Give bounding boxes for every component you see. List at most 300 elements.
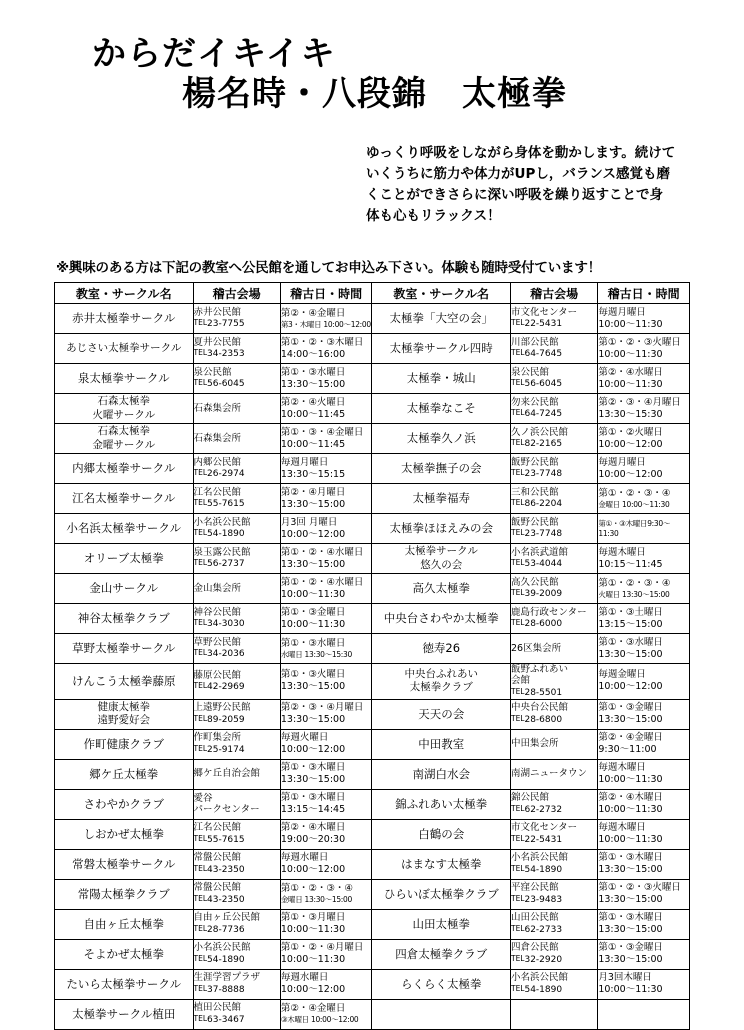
schedule-time-right: 10:00～12:00 — [598, 468, 663, 480]
venue-left — [193, 759, 280, 789]
venue-name-right: 飯野公民館 — [510, 516, 559, 528]
schedule-left — [280, 454, 372, 484]
tel-label-icon: TEL — [510, 468, 525, 478]
class-name-left: 健康太極拳 遠野愛好会 — [55, 699, 194, 729]
tel-label-icon: TEL — [193, 713, 207, 723]
schedule-time-left: 13:30～15:00 — [280, 558, 346, 570]
tel-label-icon: TEL — [510, 618, 525, 628]
venue-left — [193, 664, 280, 700]
venue-right — [510, 454, 597, 484]
class-name-right: 太極拳福寿 — [372, 484, 511, 514]
class-name-left: さわやかクラブ — [55, 789, 194, 819]
tel-label-icon: TEL — [510, 863, 525, 873]
venue-phone-left: TEL37-8888 — [193, 983, 245, 995]
class-name-right: らくらく太極拳 — [372, 969, 511, 999]
column-header-name-right: 教室・サークル名 — [372, 283, 511, 304]
class-name-right: ひらいぼ太極拳クラブ — [372, 879, 511, 909]
schedule-days-right: 第②・④金曜日 — [598, 732, 663, 744]
schedule-days-left: 月3回 月曜日 — [280, 516, 338, 528]
tel-label-icon: TEL — [510, 893, 525, 903]
schedule-time-left: 14:00～16:00 — [280, 348, 346, 360]
venue-name-left: 泉公民館 — [193, 366, 232, 378]
schedule-days-right: 第②・④水曜日 — [598, 366, 663, 378]
schedule-right — [598, 364, 690, 394]
tel-label-icon: TEL — [193, 318, 207, 328]
venue-phone-left: TEL26-2974 — [193, 468, 245, 480]
schedule-note-left: 金曜日 13:30～15:00 — [280, 895, 352, 905]
schedule-days-right: 第①・②火曜日 — [598, 426, 663, 438]
venue-name-left: 小名浜公民館 — [193, 516, 251, 528]
venue-name-left: 植田公民館 — [193, 1002, 242, 1014]
schedule-time-right: 10:00～11:30 — [598, 348, 663, 360]
class-name-left: あじさい太極拳サークル — [55, 334, 194, 364]
venue-name-left: 自由ヶ丘公民館 — [193, 912, 261, 924]
schedule-right — [598, 514, 690, 544]
class-name-left: 泉太極拳サークル — [55, 364, 194, 394]
venue-name-left: 郷ケ丘自治会館 — [193, 768, 261, 780]
schedule-left — [280, 969, 372, 999]
table-row — [55, 634, 690, 664]
schedule-time-right: 9:30～11:00 — [598, 744, 657, 756]
schedule-days-right: 毎週月曜日 — [598, 306, 646, 318]
venue-name-right: 川部公民館 — [510, 336, 559, 348]
schedule-time-right: 10:00～11:30 — [598, 834, 663, 846]
tel-label-icon: TEL — [510, 558, 525, 568]
schedule-left — [280, 394, 372, 424]
venue-right — [510, 364, 597, 394]
schedule-right — [598, 424, 690, 454]
venue-name-left: 泉玉露公民館 — [193, 546, 251, 558]
venue-name-right: 南湖ニュータウン — [510, 768, 587, 780]
class-name-right — [372, 999, 511, 1029]
venue-right — [510, 484, 597, 514]
schedule-left — [280, 699, 372, 729]
venue-name-right: 小名浜公民館 — [510, 972, 568, 984]
schedule-left — [280, 604, 372, 634]
schedule-time-right: 13:30～15:30 — [598, 408, 663, 420]
venue-right — [510, 759, 597, 789]
class-name-right: 白鶴の会 — [372, 819, 511, 849]
venue-name-right: 久ノ浜公民館 — [510, 426, 568, 438]
schedule-note-right: 金曜日 10:00～11:30 — [598, 499, 670, 509]
schedule-left — [280, 759, 372, 789]
venue-phone-right: TEL62-2732 — [510, 803, 563, 815]
schedule-time-left: 10:00～12:00 — [280, 864, 346, 876]
schedule-days-right: 第①・③水曜日 — [598, 636, 663, 648]
class-name-left: そよかぜ太極拳 — [55, 939, 194, 969]
venue-phone-left: TEL55-7615 — [193, 498, 245, 510]
schedule-time-left: 13:30～15:00 — [280, 774, 346, 786]
venue-name-left: 赤井公民館 — [193, 306, 242, 318]
class-name-right: 南湖白水会 — [372, 759, 511, 789]
class-name-left: 金山サークル — [55, 574, 194, 604]
schedule-left — [280, 999, 372, 1029]
venue-phone-left: TEL25-9174 — [193, 743, 245, 755]
schedule-days-left: 第①・②・④水曜日 — [280, 546, 364, 558]
schedule-days-right: 第①・③金曜日 — [598, 942, 663, 954]
venue-phone-left: TEL43-2350 — [193, 893, 245, 905]
class-name-left: たいら太極拳サークル — [55, 969, 194, 999]
venue-name-right: 飯野公民館 — [510, 456, 559, 468]
schedule-time-left: 13:30～15:00 — [280, 498, 346, 510]
venue-name-left: 石森集会所 — [193, 432, 242, 444]
venue-name-left: 神谷公民館 — [193, 606, 242, 618]
table-row — [55, 394, 690, 424]
venue-right — [510, 729, 597, 759]
schedule-days-right: 第①・②・③・④ — [598, 577, 671, 589]
venue-name-left: 藤原公民館 — [193, 669, 242, 681]
schedule-time-left: 10:00～11:30 — [280, 954, 346, 966]
class-list-table-wrap — [54, 282, 690, 1030]
schedule-right — [598, 454, 690, 484]
venue-phone-left: TEL89-2059 — [193, 713, 245, 725]
venue-left — [193, 394, 280, 424]
schedule-left — [280, 664, 372, 700]
table-row — [55, 759, 690, 789]
venue-phone-left: TEL23-7755 — [193, 318, 245, 330]
schedule-right — [598, 759, 690, 789]
venue-phone-left: TEL43-2350 — [193, 863, 245, 875]
schedule-right — [598, 334, 690, 364]
venue-right — [510, 334, 597, 364]
venue-name-right: 市文化センター — [510, 822, 578, 834]
schedule-days-left: 第①・②・③木曜日 — [280, 336, 364, 348]
tel-label-icon: TEL — [510, 348, 525, 358]
table-row — [55, 879, 690, 909]
schedule-right — [598, 394, 690, 424]
venue-name-left: 常盤公民館 — [193, 852, 242, 864]
schedule-time-right: 10:00～11:30 — [598, 318, 663, 330]
venue-phone-right: TEL22-5431 — [510, 833, 563, 845]
venue-name-left: 江名公民館 — [193, 822, 242, 834]
venue-phone-right: TEL54-1890 — [510, 983, 563, 995]
venue-left — [193, 454, 280, 484]
tel-label-icon: TEL — [193, 983, 207, 993]
venue-name-left: 金山集会所 — [193, 582, 242, 594]
venue-right — [510, 849, 597, 879]
class-name-right: 太極拳・城山 — [372, 364, 511, 394]
venue-phone-left: TEL34-2036 — [193, 648, 245, 660]
venue-name-right: 中田集会所 — [510, 738, 559, 750]
schedule-days-left: 第①・③・④金曜日 — [280, 426, 364, 438]
venue-phone-right: TEL53-4044 — [510, 558, 563, 570]
schedule-left — [280, 574, 372, 604]
schedule-left — [280, 789, 372, 819]
venue-phone-right: TEL22-5431 — [510, 318, 563, 330]
venue-left — [193, 729, 280, 759]
table-row — [55, 999, 690, 1029]
schedule-time-left: 10:00～12:00 — [280, 528, 346, 540]
venue-name-left: 夏井公民館 — [193, 336, 242, 348]
schedule-time-right: 13:15～15:00 — [598, 618, 663, 630]
table-row — [55, 819, 690, 849]
class-name-right: 太極拳撫子の会 — [372, 454, 511, 484]
class-name-right: 太極拳なこそ — [372, 394, 511, 424]
venue-phone-right: TEL32-2920 — [510, 953, 563, 965]
venue-right — [510, 544, 597, 574]
venue-name-left: 上遠野公民館 — [193, 702, 251, 714]
tel-label-icon: TEL — [510, 378, 525, 388]
schedule-time-right: 10:00～11:30 — [598, 984, 663, 996]
venue-right — [510, 969, 597, 999]
venue-name-right: 勿来公民館 — [510, 396, 559, 408]
table-row — [55, 604, 690, 634]
schedule-time-right: 13:30～15:00 — [598, 954, 663, 966]
table-row — [55, 454, 690, 484]
venue-phone-left: TEL34-2353 — [193, 348, 245, 360]
venue-right — [510, 424, 597, 454]
title-block — [0, 0, 744, 116]
schedule-time-left: 10:00～11:45 — [280, 408, 346, 420]
table-row — [55, 699, 690, 729]
schedule-right — [598, 879, 690, 909]
schedule-days-right: 第①・③土曜日 — [598, 606, 663, 618]
tel-label-icon: TEL — [193, 1013, 207, 1023]
class-name-left: 石森太極拳 金曜サークル — [55, 424, 194, 454]
schedule-right — [598, 699, 690, 729]
schedule-right — [598, 574, 690, 604]
venue-left — [193, 364, 280, 394]
venue-phone-left: TEL56-2737 — [193, 558, 245, 570]
schedule-right — [598, 969, 690, 999]
tel-label-icon: TEL — [193, 681, 207, 691]
schedule-left — [280, 514, 372, 544]
venue-phone-left: TEL63-3467 — [193, 1013, 245, 1025]
venue-left — [193, 879, 280, 909]
tel-label-icon: TEL — [510, 686, 525, 696]
venue-name-right: 26区集会所 — [510, 642, 562, 654]
schedule-time-right: 13:30～15:00 — [598, 924, 663, 936]
schedule-days-left: 第②・③・④月曜日 — [280, 702, 364, 714]
class-name-left: 小名浜太極拳サークル — [55, 514, 194, 544]
tel-label-icon: TEL — [193, 833, 207, 843]
class-name-right: 錦ふれあい太極拳 — [372, 789, 511, 819]
column-header-day-right: 稽古日・時間 — [598, 283, 690, 304]
venue-name-left: 愛谷 パークセンター — [193, 792, 260, 816]
venue-right — [510, 879, 597, 909]
venue-right — [510, 819, 597, 849]
venue-name-right: 平窪公民館 — [510, 882, 559, 894]
venue-phone-left: TEL28-7736 — [193, 923, 245, 935]
schedule-days-right: 第①・③金曜日 — [598, 702, 663, 714]
schedule-time-right: 13:30～15:00 — [598, 894, 663, 906]
venue-phone-left: TEL56-6045 — [193, 378, 245, 390]
column-header-place-left: 稽古会場 — [193, 283, 280, 304]
schedule-days-right: 毎週木曜日 — [598, 546, 646, 558]
schedule-left — [280, 879, 372, 909]
schedule-time-right: 10:00～11:30 — [598, 774, 663, 786]
venue-right — [510, 939, 597, 969]
table-row — [55, 574, 690, 604]
venue-name-right: 三和公民館 — [510, 486, 559, 498]
class-name-right: 徳寿26 — [372, 634, 511, 664]
venue-phone-right: TEL86-2204 — [510, 498, 563, 510]
schedule-note-right: 第①・③木曜日9:30～11:30 — [598, 519, 671, 538]
venue-left — [193, 604, 280, 634]
schedule-right — [598, 909, 690, 939]
class-name-right: 太極拳サークル四時 — [372, 334, 511, 364]
venue-left — [193, 849, 280, 879]
class-name-left: 自由ヶ丘太極拳 — [55, 909, 194, 939]
class-name-right: 四倉太極拳クラブ — [372, 939, 511, 969]
venue-right — [510, 664, 597, 700]
schedule-days-right: 第①・③木曜日 — [598, 912, 663, 924]
tel-label-icon: TEL — [193, 558, 207, 568]
tel-label-icon: TEL — [193, 618, 207, 628]
venue-left — [193, 819, 280, 849]
class-name-right: 太極拳久ノ浜 — [372, 424, 511, 454]
venue-name-left: 生涯学習プラザ — [193, 972, 261, 984]
venue-right — [510, 394, 597, 424]
column-header-place-right: 稽古会場 — [510, 283, 597, 304]
table-row — [55, 334, 690, 364]
venue-left — [193, 544, 280, 574]
schedule-days-left: 毎週水曜日 — [280, 852, 329, 864]
schedule-time-left: 13:30～15:00 — [280, 681, 346, 693]
venue-left — [193, 574, 280, 604]
table-row — [55, 484, 690, 514]
schedule-time-right: 10:00～12:00 — [598, 681, 663, 693]
schedule-right — [598, 729, 690, 759]
schedule-days-right: 月3回木曜日 — [598, 972, 652, 984]
schedule-days-left: 第②・④木曜日 — [280, 822, 346, 834]
venue-name-right: 飯野ふれあい 会館 — [510, 664, 568, 687]
schedule-left — [280, 424, 372, 454]
schedule-left — [280, 849, 372, 879]
class-name-right: 太極拳ほほえみの会 — [372, 514, 511, 544]
venue-phone-right: TEL54-1890 — [510, 863, 563, 875]
venue-phone-right: TEL62-2733 — [510, 923, 563, 935]
venue-name-right: 小名浜公民館 — [510, 852, 568, 864]
venue-right — [510, 574, 597, 604]
schedule-left — [280, 909, 372, 939]
schedule-days-left: 第①・③金曜日 — [280, 606, 346, 618]
venue-phone-right: TEL56-6045 — [510, 378, 563, 390]
tel-label-icon: TEL — [193, 743, 207, 753]
venue-left — [193, 999, 280, 1029]
schedule-time-left: 13:30～15:00 — [280, 378, 346, 390]
tel-label-icon: TEL — [193, 468, 207, 478]
schedule-right — [598, 604, 690, 634]
table-row — [55, 304, 690, 334]
venue-name-left: 草野公民館 — [193, 636, 242, 648]
class-name-left: 太極拳サークル植田 — [55, 999, 194, 1029]
schedule-time-left: 13:15～14:45 — [280, 804, 346, 816]
table-row — [55, 544, 690, 574]
venue-phone-right: TEL23-9483 — [510, 893, 563, 905]
schedule-time-right: 10:15～11:45 — [598, 558, 663, 570]
venue-phone-left: TEL54-1890 — [193, 528, 245, 540]
tel-label-icon: TEL — [510, 408, 525, 418]
tel-label-icon: TEL — [193, 953, 207, 963]
schedule-left — [280, 729, 372, 759]
schedule-days-left: 第①・②・③・④ — [280, 883, 353, 895]
tel-label-icon: TEL — [510, 713, 525, 723]
venue-left — [193, 514, 280, 544]
class-name-left: 江名太極拳サークル — [55, 484, 194, 514]
schedule-right — [598, 999, 690, 1029]
table-row — [55, 849, 690, 879]
tel-label-icon: TEL — [510, 318, 525, 328]
venue-right — [510, 909, 597, 939]
venue-phone-right: TEL28-6800 — [510, 713, 563, 725]
schedule-time-left: 10:00～12:00 — [280, 744, 346, 756]
table-row — [55, 969, 690, 999]
table-header-row — [55, 283, 690, 304]
schedule-right — [598, 634, 690, 664]
schedule-days-left: 第①・③水曜日 — [280, 366, 346, 378]
venue-name-right: 高久公民館 — [510, 576, 559, 588]
venue-name-left: 内郷公民館 — [193, 456, 242, 468]
table-row — [55, 364, 690, 394]
schedule-note-left: 水曜日 13:30～15:30 — [280, 649, 352, 659]
class-name-left: しおかぜ太極拳 — [55, 819, 194, 849]
column-header-day-left: 稽古日・時間 — [280, 283, 372, 304]
venue-phone-right: TEL23-7748 — [510, 468, 563, 480]
table-row — [55, 729, 690, 759]
page-title-line1: からだイキイキ — [92, 34, 336, 74]
schedule-days-left: 第②・④金曜日 — [280, 1003, 346, 1015]
schedule-days-right: 第①・②・③・④ — [598, 487, 671, 499]
schedule-left — [280, 634, 372, 664]
venue-phone-left: TEL42-2969 — [193, 681, 245, 693]
venue-right — [510, 634, 597, 664]
class-name-right: 中田教室 — [372, 729, 511, 759]
tel-label-icon: TEL — [510, 803, 525, 813]
schedule-time-right: 13:30～15:00 — [598, 714, 663, 726]
schedule-days-left: 毎週月曜日 — [280, 456, 329, 468]
venue-name-right: 四倉公民館 — [510, 942, 559, 954]
tel-label-icon: TEL — [510, 498, 525, 508]
schedule-days-right: 毎週月曜日 — [598, 456, 646, 468]
schedule-time-left: 19:00～20:30 — [280, 834, 346, 846]
class-name-left: 作町健康クラブ — [55, 729, 194, 759]
venue-right — [510, 999, 597, 1029]
venue-left — [193, 909, 280, 939]
class-name-left: 神谷太極拳クラブ — [55, 604, 194, 634]
venue-name-right: 市文化センター — [510, 306, 578, 318]
schedule-days-right: 第①・②・③火曜日 — [598, 882, 681, 894]
tel-label-icon: TEL — [193, 893, 207, 903]
tel-label-icon: TEL — [510, 923, 525, 933]
schedule-days-right: 第②・③・④月曜日 — [598, 396, 681, 408]
venue-phone-right: TEL64-7645 — [510, 348, 563, 360]
lead-paragraph: ゆっくり呼吸をしながら身体を動かします。続けていくうちに筋力や体力がUPし，バランス感覚も磨くことができさらに深い呼吸を繰り返すことで身体も心もリラックス！ — [366, 145, 676, 224]
class-name-right: 高久太極拳 — [372, 574, 511, 604]
schedule-days-left: 第①・③水曜日 — [280, 637, 346, 649]
schedule-days-right: 第②・④木曜日 — [598, 792, 663, 804]
venue-left — [193, 699, 280, 729]
schedule-left — [280, 334, 372, 364]
venue-left — [193, 424, 280, 454]
venue-phone-right: TEL23-7748 — [510, 528, 563, 540]
table-row — [55, 789, 690, 819]
venue-left — [193, 939, 280, 969]
class-name-right: 太極拳「大空の会」 — [372, 304, 511, 334]
table-row — [55, 514, 690, 544]
venue-name-left: 石森集会所 — [193, 402, 242, 414]
schedule-time-left: 10:00～11:30 — [280, 588, 346, 600]
schedule-left — [280, 939, 372, 969]
venue-left — [193, 334, 280, 364]
venue-right — [510, 604, 597, 634]
page-title-line2: 楊名時・八段錦 太極拳 — [182, 74, 567, 115]
venue-name-right: 鹿島行政センター — [510, 606, 587, 618]
tel-label-icon: TEL — [193, 348, 207, 358]
venue-phone-left: TEL55-7615 — [193, 833, 245, 845]
venue-right — [510, 304, 597, 334]
venue-name-left: 小名浜公民館 — [193, 942, 251, 954]
